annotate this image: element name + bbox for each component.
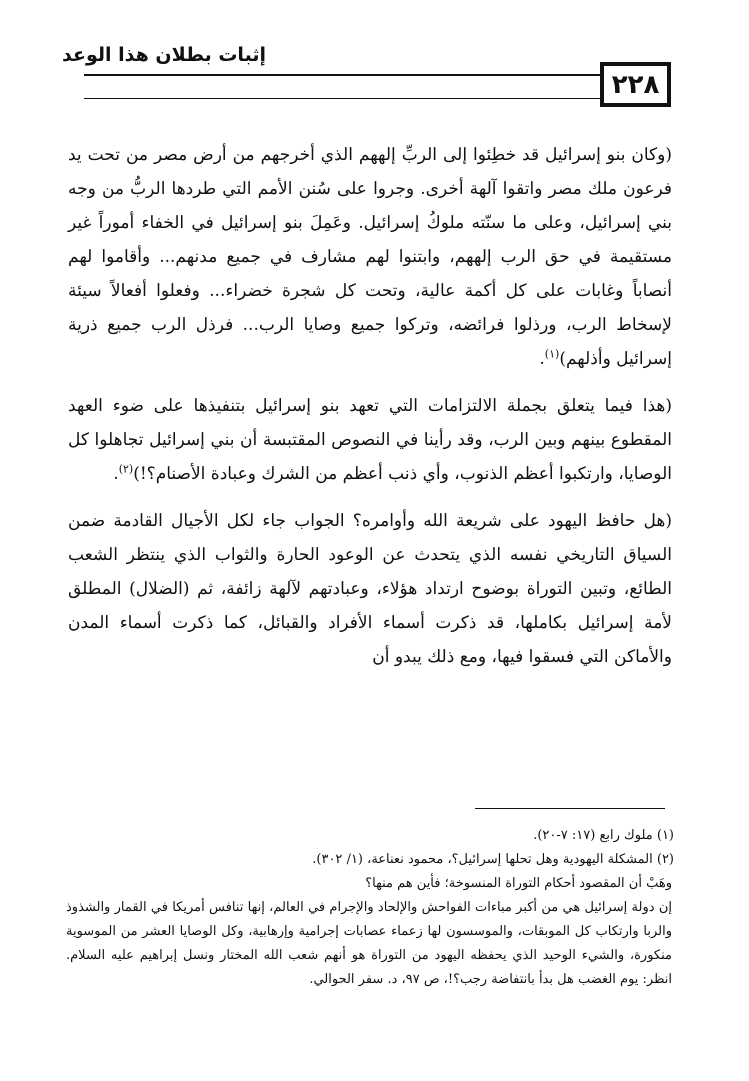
footnote-ref-1: (١): [544, 347, 560, 361]
footnote-2-body: إن دولة إسرائيل هي من أكبر مباءات الفواحش والإلحاد والإجرام في العالم، إنها تنافس أمريكا في القمار والشذوذ والربا وارتكاب كل الموبقات، والموسسون لها زعماء عصابات إجرامية وإرهابية، وكل الوصايا العشر من الموسوية منكورة، والشيء الوحيد الذي يحفظه اليهود من التوراة هو أنهم شعب الله المختار ونسل إبراهيم عليه السلام. انظر: يوم الغضب هل بدأ بانتفاضة رجب؟!، ص ٩٧، د. سفر الحوالي.: [66, 900, 672, 987]
header-rule-bottom: [84, 98, 600, 99]
page-number: ٢٢٨: [611, 69, 660, 100]
footnote-separator: [475, 808, 665, 809]
footnotes: [66, 824, 674, 992]
paragraph-2: (هذا فيما يتعلق بجملة الالتزامات التي تعهد بنو إسرائيل بتنفيذها على ضوء العهد المقطوع بينهم وبين الرب، وقد رأينا في النصوص المقتبسة أن بني إسرائيل تجاهلوا كل الوصايا، وارتكبوا أعظم الذنوب، وأي ذنب أعظم من الشرك وعبادة الأصنام؟!)$^{(٢)}$.: [68, 396, 672, 484]
page-number-box: [600, 62, 671, 107]
running-title: إثبات بطلان هذا الوعد: [62, 44, 266, 66]
paragraph-2-text: (هذا فيما يتعلق بجملة الالتزامات التي تعهد بنو إسرائيل بتنفيذها على ضوء العهد المقطوع بينهم وبين الرب، وقد رأينا في النصوص المقتبسة أن بني إسرائيل تجاهلوا كل الوصايا، وارتكبوا أعظم الذنوب، وأي ذنب أعظم من الشرك وعبادة الأصنام؟!): [68, 396, 672, 484]
footnote-ref-2: (٢): [118, 462, 134, 476]
paragraph-1-text: (وكان بنو إسرائيل قد خطِئوا إلى الربِّ إلههم الذي أخرجهم من أرض مصر من تحت يد فرعون ملك مصر واتقوا آلهة أخرى. وجروا على سُنن الأمم التي طردها الربُّ من وجه بني إسرائيل، وعلى ما سنّته ملوكُ إسرائيل. وعَمِلَ بنو إسرائيل في الخفاء أموراً غير مستقيمة في حق الرب إلههم، وابتنوا لهم مشارف في جميع مدنهم... وأقاموا لهم أنصاباً وغابات على كل أكمة عالية، وتحت كل شجرة خضراء... وفعلوا أفعالاً سيئة لإسخاط الرب، ورذلوا فرائضه، وتركوا جميع وصايا الرب... فرذل الرب جميع ذرية إسرائيل وأذلهم): [68, 145, 672, 369]
paragraph-3-text: (هل حافظ اليهود على شريعة الله وأوامره؟ الجواب جاء لكل الأجيال القادمة ضمن السياق التاريخي نفسه الذي يتحدث عن الوعود الحارة والثواب الذي ينتظر الشعب الطائع، وتبين التوراة بوضوح ارتداد هؤلاء، وعبادتهم لآلهة زائفة، ثم (الضلال) المطلق لأمة إسرائيل بكاملها، قد ذكرت أسماء الأفراد والقبائل، كما ذكرت أسماء المدن والأماكن التي فسقوا فيها، ومع ذلك يبدو أن: [68, 511, 672, 667]
paragraph-3: [68, 504, 672, 674]
footnote-1: (١) ملوك رابع (١٧: ٧-٢٠).: [533, 828, 674, 843]
footnote-2-comment: وهَبْ أن المقصود أحكام التوراة المنسوخة؛ فأين هم منها؟: [365, 876, 672, 891]
main-text: [68, 138, 672, 687]
paragraph-1: (وكان بنو إسرائيل قد خطِئوا إلى الربِّ إلههم الذي أخرجهم من أرض مصر من تحت يد فرعون ملك مصر واتقوا آلهة أخرى. وجروا على سُنن الأمم التي طردها الربُّ من وجه بني إسرائيل، وعلى ما سنّته ملوكُ إسرائيل. وعَمِلَ بنو إسرائيل في الخفاء أموراً غير مستقيمة في حق الرب إلههم، وابتنوا لهم مشارف في جميع مدنهم... وأقاموا لهم أنصاباً وغابات على كل أكمة عالية، وتحت كل شجرة خضراء... وفعلوا أفعالاً سيئة لإسخاط الرب، ورذلوا فرائضه، وتركوا جميع وصايا الرب... فرذل الرب جميع ذرية إسرائيل وأذلهم)$^{(١)}$.: [68, 145, 672, 369]
header-rule-top: [84, 74, 600, 76]
footnote-2: (٢) المشكلة اليهودية وهل تحلها إسرائيل؟، محمود نعناعة، (١/ ٣٠٢).: [312, 852, 674, 867]
